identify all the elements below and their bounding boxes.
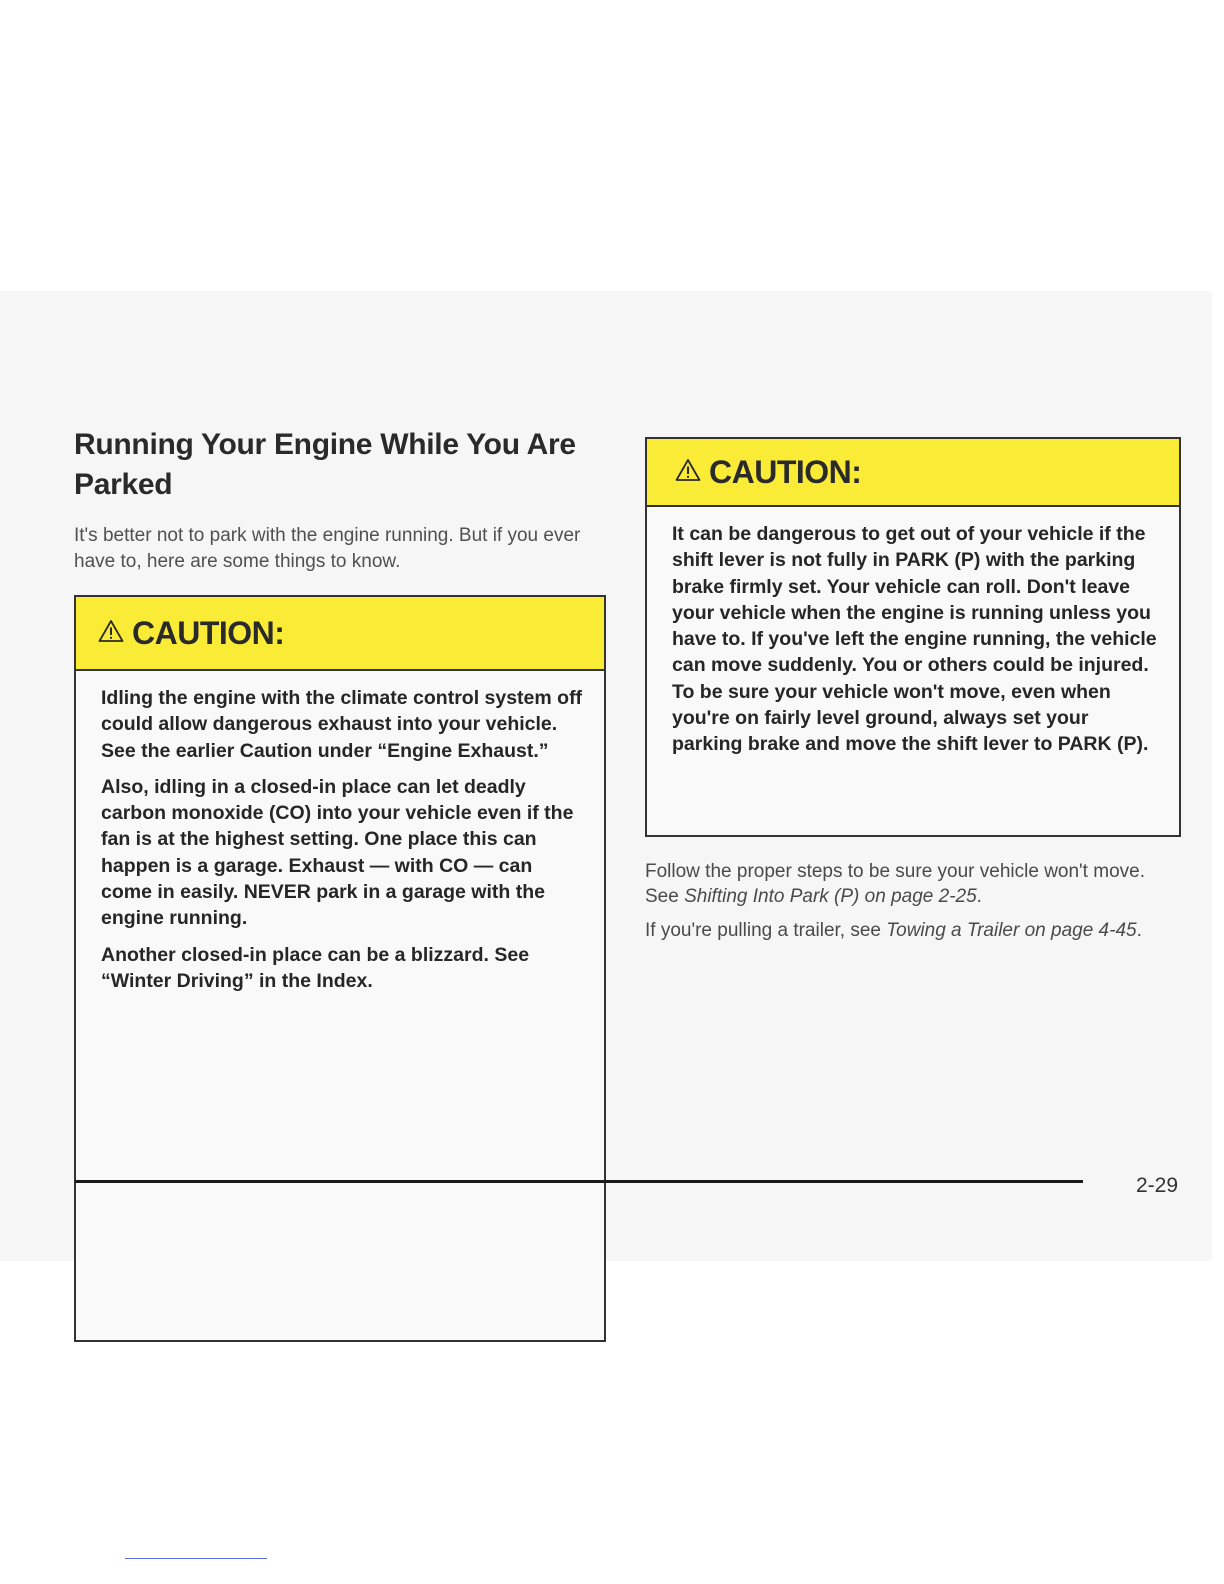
shifting-into-park-reference[interactable]: Shifting Into Park (P) on page 2-25 [684,886,977,907]
caution-box-right [645,437,1181,837]
bottom-divider [125,1558,267,1559]
caution-paragraph: Also, idling in a closed-in place can let deadly carbon monoxide (CO) into your vehicle even if the fan is at the highest setting. One place this can happen is a garage. Exhaust — with CO — can come in easily. NEVER park in a garage with the engine running. [101,775,574,930]
caution-box-left [74,595,606,1342]
manual-page [0,291,1212,1261]
follow-text-suffix: . [976,886,982,907]
warning-triangle-icon [675,458,701,487]
caution-title-left: CAUTION: [132,614,285,651]
trailer-text-prefix: If you're pulling a trailer, see [645,920,887,941]
caution-body-left [76,671,604,994]
warning-triangle-icon [98,619,124,648]
footer-rule [75,1180,1083,1183]
intro-paragraph: It's better not to park with the engine running. But if you ever have to, here are some things to know. [74,525,581,572]
caution-paragraph: Another closed-in place can be a blizzard. See “Winter Driving” in the Index. [101,943,530,992]
page-number: 2-29 [1136,1174,1179,1197]
trailer-text-suffix: . [1136,920,1142,941]
caution-header-right [647,439,1179,507]
caution-body-right [647,507,1179,758]
towing-trailer-reference[interactable]: Towing a Trailer on page 4-45 [886,920,1137,941]
trailer-paragraph [645,918,1175,943]
section-heading: Running Your Engine While You Are Parked [74,428,576,501]
caution-paragraph: Idling the engine with the climate control system off could allow dangerous exhaust into your vehicle. See the earlier Caution under “Engine Exhaust.” [101,687,583,762]
follow-text-prefix: Follow the proper steps to be sure your vehicle won't move. See [645,861,1145,907]
follow-steps-paragraph [645,859,1175,909]
caution-paragraph: It can be dangerous to get out of your vehicle if the shift lever is not fully in PARK (P) with the parking brake firmly set. Your vehicle can roll. Don't leave your vehicle when the engine is running unless you have to. If you've left the engine running, the vehicle can move suddenly. You or others could be injured. To be sure your vehicle won't move, even when you're on fairly level ground, always set your parking brake and move the shift lever to PARK (P). [672,523,1157,756]
caution-header-left [76,597,604,671]
caution-title-right: CAUTION: [709,453,862,490]
